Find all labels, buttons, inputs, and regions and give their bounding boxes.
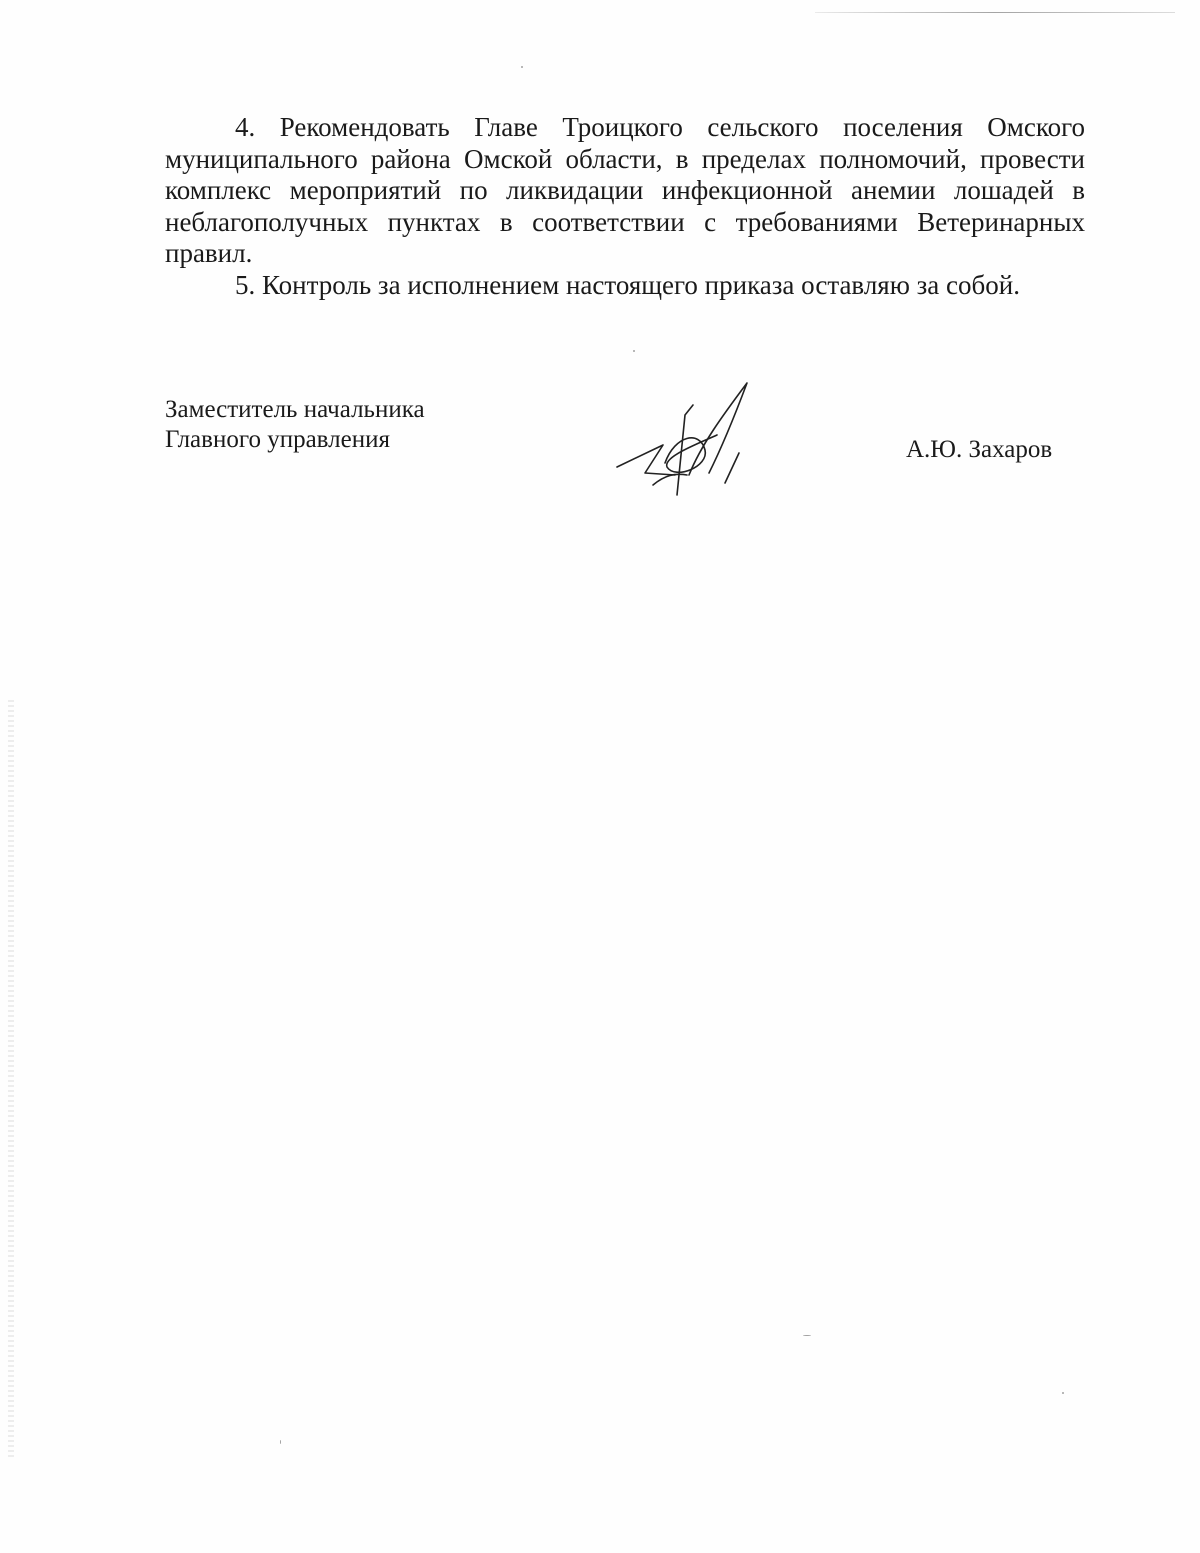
document-body <box>165 112 1085 301</box>
scan-speck <box>521 66 523 68</box>
signer-name: А.Ю. Захаров <box>906 436 1053 463</box>
scan-speck <box>633 350 635 352</box>
position-line-1: Заместитель начальника <box>165 396 425 423</box>
handwritten-signature <box>605 375 765 505</box>
scan-artifact-line <box>815 12 1175 13</box>
paragraph-4: 4. Рекомендовать Главе Троицкого сельского поселения Омского муниципального района Омской области, в пределах полномочий, провести комплекс мероприятий по ликвидации инфекционной анемии лошадей в неблагополучных пунктах в соответствии с требованиями Ветеринарных правил. <box>165 112 1085 268</box>
scan-speck <box>1062 1392 1064 1394</box>
scan-speck <box>280 1440 281 1444</box>
paragraph-5: 5. Контроль за исполнением настоящего приказа оставляю за собой. <box>235 269 1020 300</box>
scan-artifact-edge <box>8 700 14 1460</box>
position-line-2: Главного управления <box>165 426 390 453</box>
scan-speck <box>803 1335 811 1336</box>
signatory-position <box>165 395 425 455</box>
